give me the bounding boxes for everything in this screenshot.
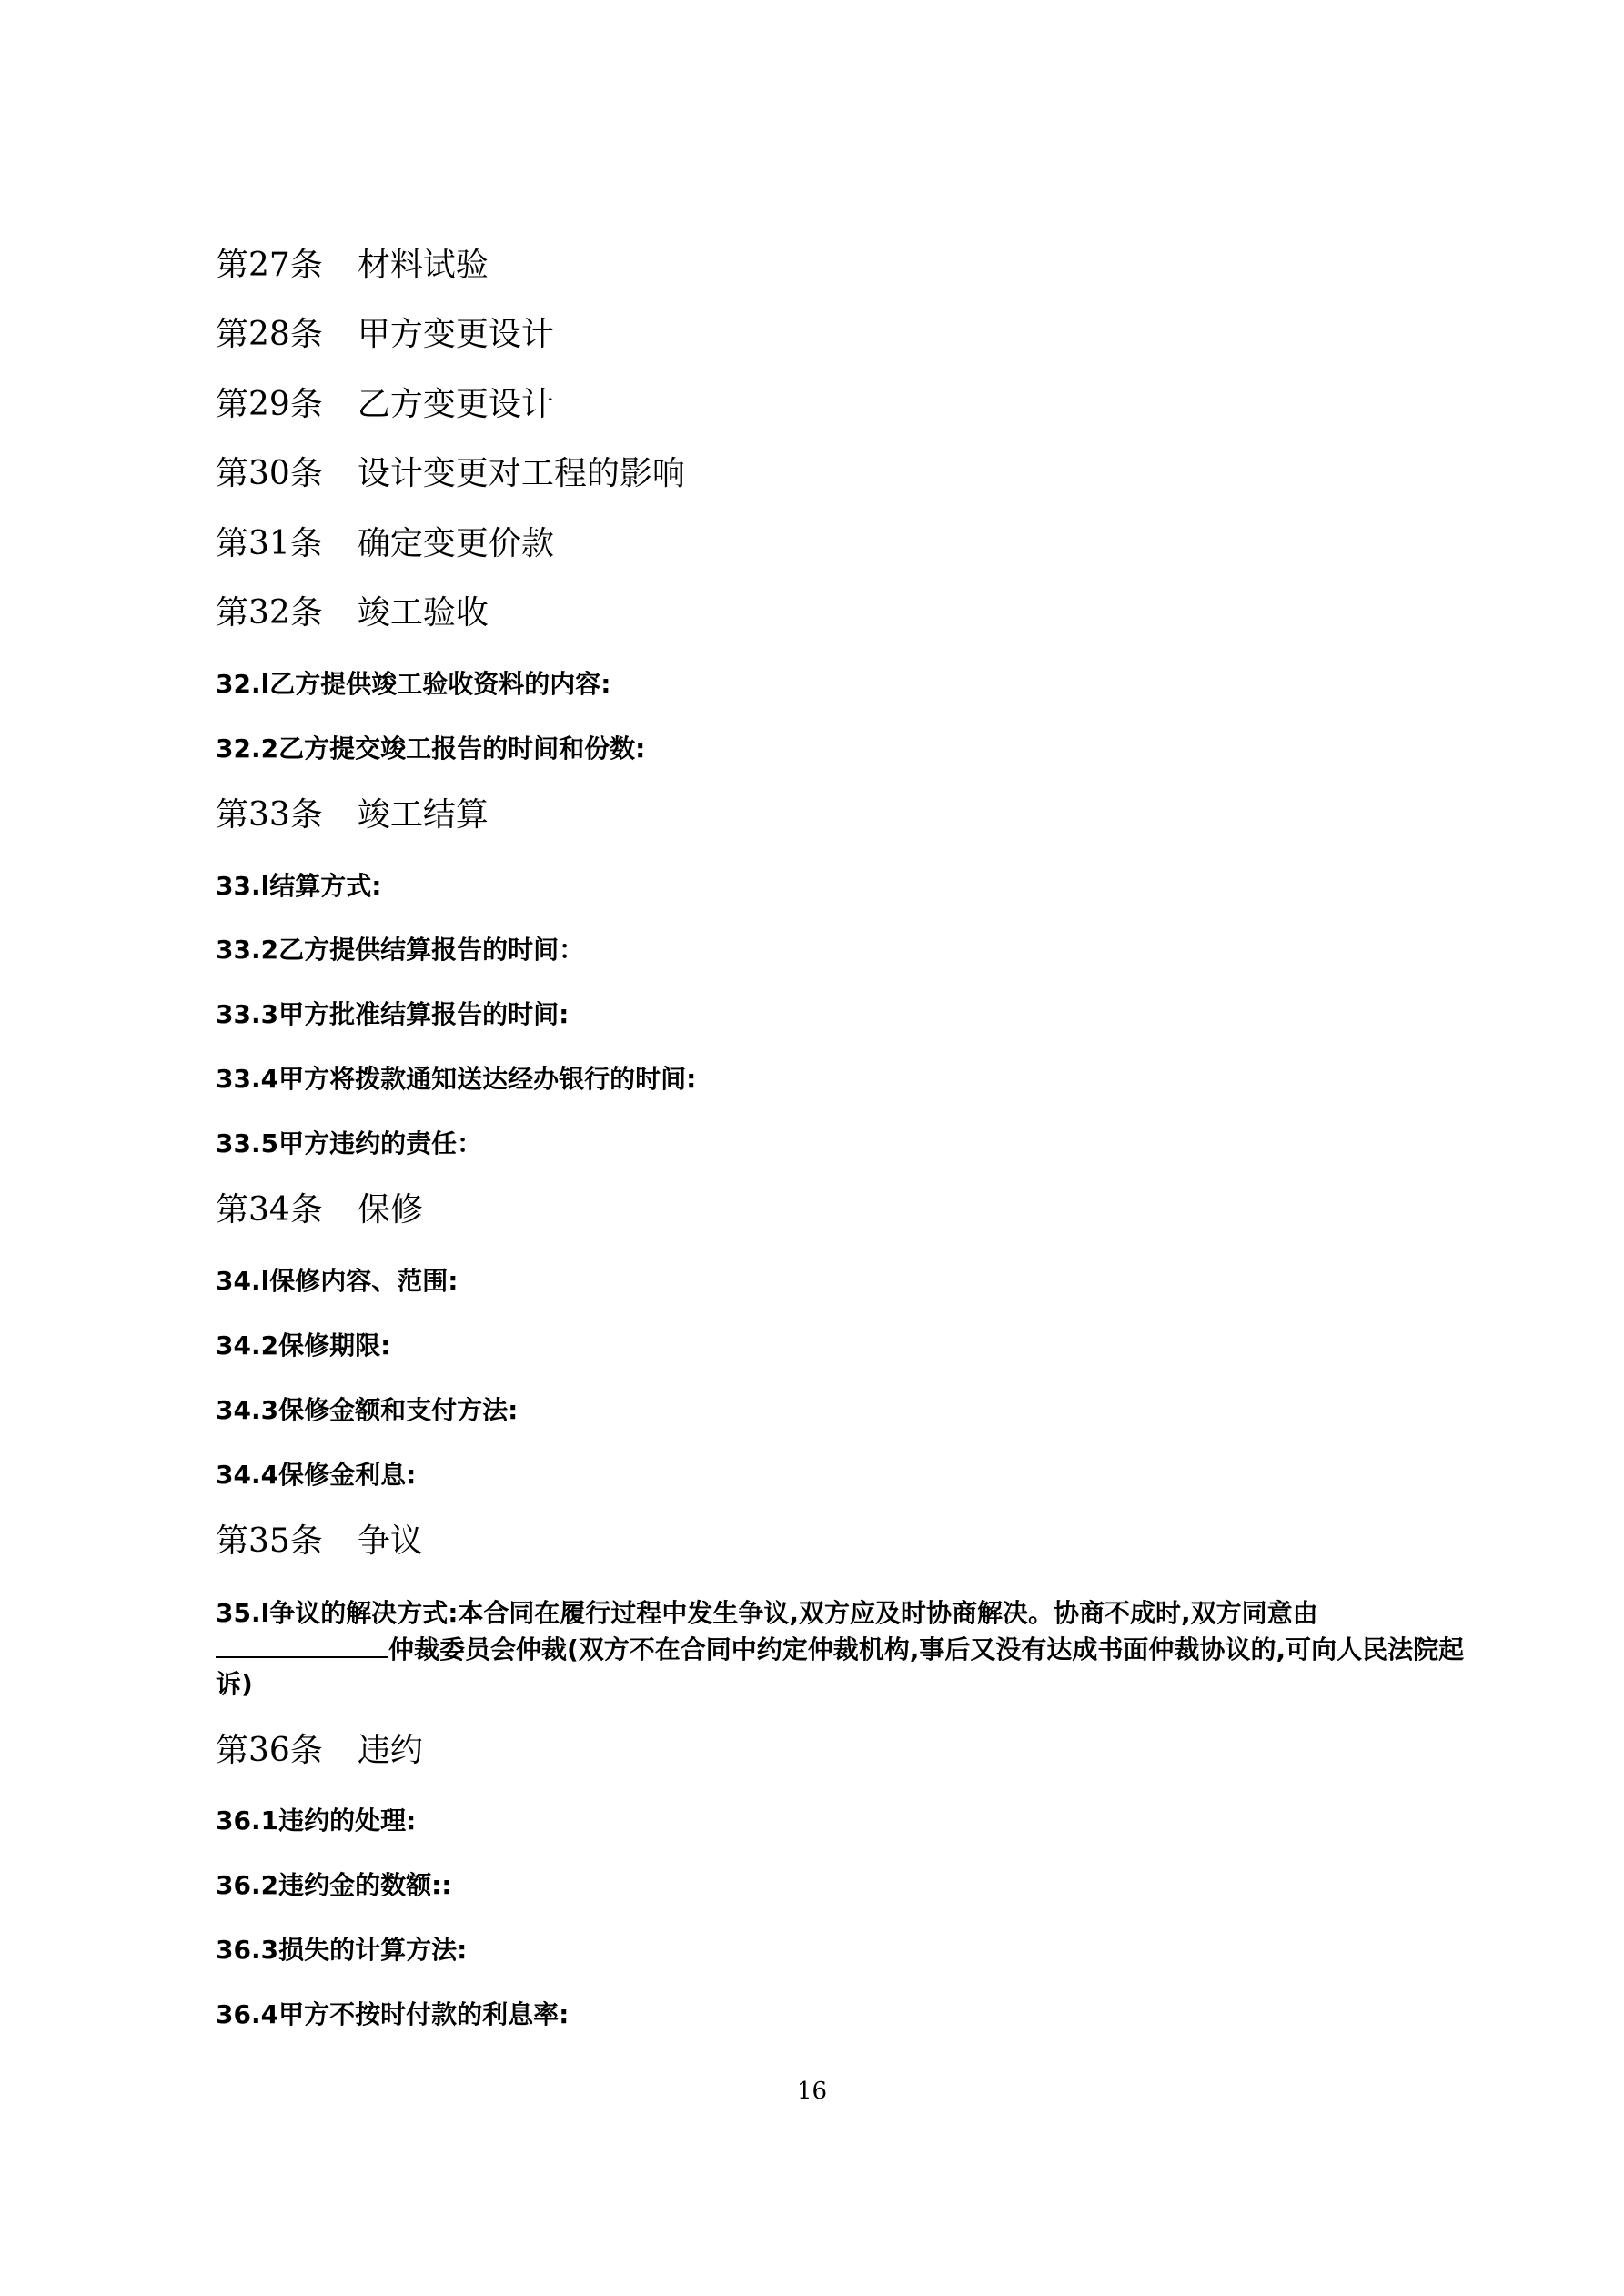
sub-clause: 34.l保修内容、范围: <box>216 1266 459 1296</box>
sub-clause: 34.3保修金额和支付方法: <box>216 1395 519 1425</box>
sub-clause: 33.2乙方提供结算报告的时间： <box>216 935 585 965</box>
sub-clause: 34.2保修期限: <box>216 1330 391 1360</box>
clause-title: 材料试验 <box>357 247 489 284</box>
clause-number: 第31条 <box>216 525 323 562</box>
clause-number: 第34条 <box>216 1191 323 1229</box>
sub-clause: 33.4甲方将拨款通知送达经办银行的时间: <box>216 1064 697 1094</box>
sub-clause: 33.l结算方式: <box>216 871 382 901</box>
clause-heading <box>216 315 554 355</box>
clause-number: 第27条 <box>216 247 323 284</box>
sub-clause: 36.2违约金的数额:: <box>216 1870 452 1900</box>
clause-title: 违约 <box>357 1732 423 1769</box>
paragraph-text: 仲裁委员会仲裁(双方不在合同中约定仲裁机构,事后又没有达成书面仲裁协议的,可向人民法院起诉) <box>216 1634 1465 1699</box>
paragraph-text: 35.l争议的解决方式:本合同在履行过程中发生争议,双方应及时协商解决。协商不成时,双方同意由 <box>216 1598 1318 1628</box>
clause-heading <box>216 246 489 286</box>
clause-number: 第32条 <box>216 594 323 632</box>
clause-title: 竣工验收 <box>357 594 489 632</box>
clause-heading <box>216 1522 423 1562</box>
clause-number: 第33条 <box>216 796 323 834</box>
clause-heading <box>216 795 489 835</box>
clause-heading <box>216 524 554 564</box>
clause-number: 第29条 <box>216 386 323 423</box>
sub-clause: 34.4保修金利息: <box>216 1460 417 1490</box>
clause-heading <box>216 385 554 425</box>
sub-clause: 36.3损失的计算方法: <box>216 1935 468 1965</box>
clause-number: 第35条 <box>216 1522 323 1560</box>
clause-title: 争议 <box>357 1522 423 1560</box>
clause-title: 乙方变更设计 <box>357 386 554 423</box>
page-number: 16 <box>796 2078 828 2105</box>
sub-clause: 32.l乙方提供竣工验收资料的内容: <box>216 669 611 699</box>
clause-title: 甲方变更设计 <box>357 316 554 353</box>
clause-title: 保修 <box>357 1191 423 1229</box>
clause-number: 第28条 <box>216 316 323 353</box>
clause-number: 第30条 <box>216 455 323 492</box>
clause-number: 第36条 <box>216 1732 323 1769</box>
clause-heading <box>216 1731 423 1771</box>
clause-title: 竣工结算 <box>357 796 489 834</box>
sub-clause: 32.2乙方提交竣工报告的时间和份数: <box>216 733 646 764</box>
sub-clause: 33.3甲方批准结算报告的时间: <box>216 999 570 1029</box>
clause-title: 确定变更价款 <box>357 525 554 562</box>
arbitration-blank-field[interactable] <box>216 1631 388 1658</box>
sub-clause: 33.5甲方违约的责任： <box>216 1128 483 1158</box>
sub-clause: 36.4甲方不按时付款的利息率: <box>216 1999 570 2029</box>
dispute-resolution-paragraph <box>216 1596 1476 1702</box>
clause-heading <box>216 1190 423 1230</box>
sub-clause: 36.1违约的处理: <box>216 1805 417 1836</box>
clause-heading <box>216 593 489 633</box>
clause-title: 设计变更对工程的影响 <box>357 455 685 492</box>
clause-heading <box>216 454 685 494</box>
